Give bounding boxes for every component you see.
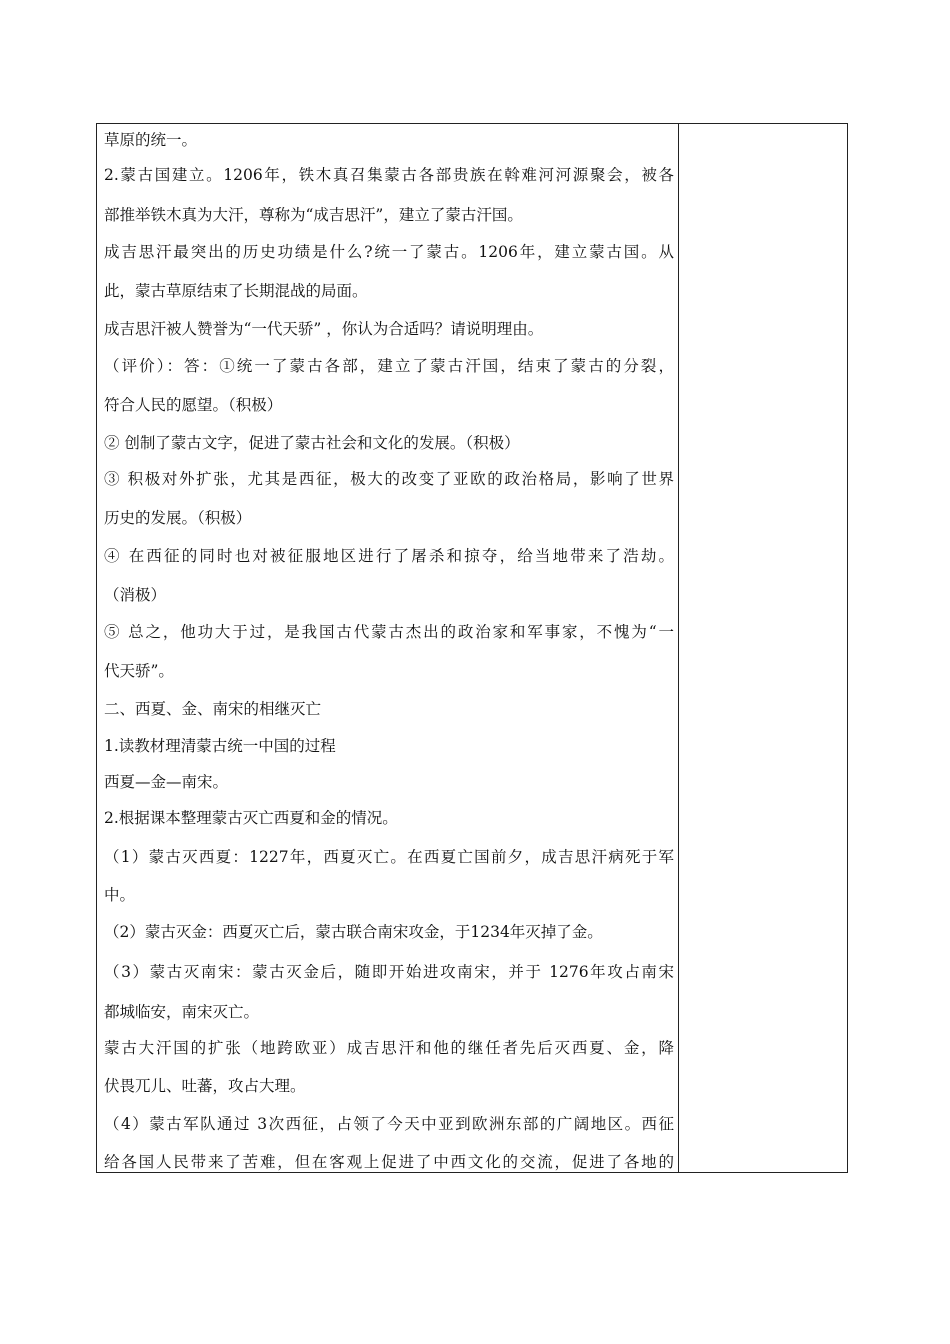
text-line: （3）蒙古灭南宋：蒙古灭金后，随即开始进攻南宋，并于 1276年攻占南宋: [104, 963, 674, 981]
text-line: ④ 在西征的同时也对被征服地区进行了屠杀和掠夺，给当地带来了浩劫。: [104, 547, 674, 565]
text-line: 2.蒙古国建立。1206年，铁木真召集蒙古各部贵族在斡难河河源聚会，被各: [104, 166, 674, 184]
text-line: 蒙古大汗国的扩张（地跨欧亚）成吉思汗和他的继任者先后灭西夏、金，降: [104, 1039, 674, 1057]
text-line: 部推举铁木真为大汗，尊称为“成吉思汗”，建立了蒙古汗国。: [104, 206, 523, 224]
text-line: 1.读教材理清蒙古统一中国的过程: [104, 737, 336, 755]
text-line: 代天骄”。: [104, 662, 174, 680]
text-line: 2.根据课本整理蒙古灭亡西夏和金的情况。: [104, 809, 398, 827]
text-line: （2）蒙古灭金：西夏灭亡后，蒙古联合南宋攻金，于1234年灭掉了金。: [104, 923, 603, 941]
text-line: 都城临安，南宋灭亡。: [104, 1003, 260, 1021]
text-line: 二、西夏、金、南宋的相继灭亡: [104, 700, 322, 718]
text-line: 此，蒙古草原结束了长期混战的局面。: [104, 282, 368, 300]
text-line: （评价）：答：①统一了蒙古各部，建立了蒙古汗国，结束了蒙古的分裂，: [104, 357, 674, 375]
column-divider: [678, 123, 679, 1173]
text-line: ⑤ 总之，他功大于过，是我国古代蒙古杰出的政治家和军事家，不愧为“一: [104, 623, 674, 641]
text-line: 成吉思汗被人赞誉为“一代天骄” ，你认为合适吗？请说明理由。: [104, 320, 544, 338]
text-line: ③ 积极对外扩张，尤其是西征，极大的改变了亚欧的政治格局，影响了世界: [104, 470, 674, 488]
text-line: 伏畏兀儿、吐蕃，攻占大理。: [104, 1077, 306, 1095]
text-line: 草原的统一。: [104, 131, 198, 149]
text-line: 符合人民的愿望。（积极）: [104, 396, 283, 414]
text-line: 给各国人民带来了苦难，但在客观上促进了中西文化的交流，促进了各地的: [104, 1153, 674, 1171]
text-line: 成吉思汗最突出的历史功绩是什么?统一了蒙古。1206年，建立蒙古国。从: [104, 243, 674, 261]
text-line: 西夏—金—南宋。: [104, 773, 229, 791]
text-line: ② 创制了蒙古文字，促进了蒙古社会和文化的发展。（积极）: [104, 434, 520, 452]
text-line: （4）蒙古军队通过 3次西征，占领了今天中亚到欧洲东部的广阔地区。西征: [104, 1115, 674, 1133]
text-line: （消极）: [104, 586, 167, 604]
text-line: 中。: [104, 886, 136, 904]
text-line: 历史的发展。（积极）: [104, 509, 252, 527]
text-line: （1）蒙古灭西夏：1227年，西夏灭亡。在西夏亡国前夕，成吉思汗病死于军: [104, 848, 674, 866]
